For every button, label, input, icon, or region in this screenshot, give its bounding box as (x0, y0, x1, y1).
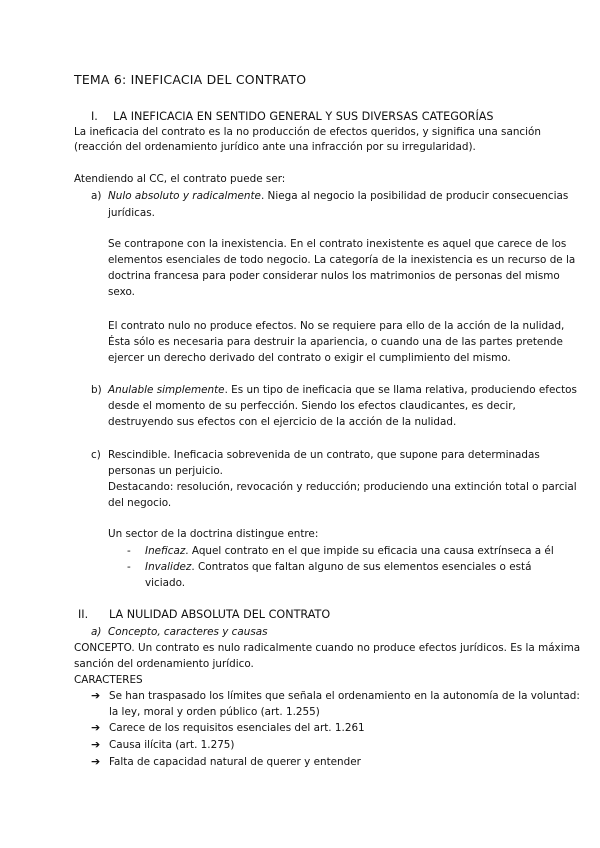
item-c-line-1: Rescindible. Ineficacia sobrevenida de un contrato, que supone para determinadas (108, 449, 540, 461)
item-a-p2-line-3: doctrina francesa para poder considerar nulos los matrimonios de personas del mismo (108, 270, 560, 282)
section-1-heading: LA INEFICACIA EN SENTIDO GENERAL Y SUS DIVERSAS CATEGORÍAS (113, 110, 494, 123)
intro-line-2: (reacción del ordenamiento jurídico ante una infracción por su irregularidad). (74, 141, 476, 153)
item-b-line-2: desde el momento de su perfección. Siendo los efectos claudicantes, es decir, (108, 400, 516, 412)
item-a-marker: a) (91, 190, 102, 202)
arrow-bullet-icon: ➔ (91, 738, 101, 751)
doctrine-item-2-term: Invalidez (145, 561, 192, 573)
page-title: TEMA 6: INEFICACIA DEL CONTRATO (74, 72, 307, 87)
subsection-a-marker: a) (91, 626, 102, 638)
item-a-p3-line-1: El contrato nulo no produce efectos. No se requiere para ello de la acción de la nulidad, (108, 320, 565, 332)
concepto-line-2: sanción del ordenamiento jurídico. (74, 658, 254, 670)
doctrine-item-2-cont: viciado. (145, 577, 186, 589)
item-a-p3-line-2: Ésta sólo es necesaria para destruir la apariencia, o cuando una de las partes pretende (108, 336, 563, 348)
doctrine-item-2 (145, 560, 531, 574)
item-c-marker: c) (91, 449, 101, 461)
intro-line-1: La ineficacia del contrato es la no producción de efectos queridos, y significa una sanción (74, 126, 541, 138)
item-a-p3-line-3: ejercer un derecho derivado del contrato o exigir el cumplimiento del mismo. (108, 352, 511, 364)
arrow-bullet-icon: ➔ (91, 721, 101, 734)
item-a-p2-line-2: elementos esenciales de todo negocio. La categoría de la inexistencia es un recurso de la (108, 254, 576, 266)
item-b-line-3: destruyendo sus efectos con el ejercicio de la acción de la nulidad. (108, 416, 457, 428)
dash-bullet: - (127, 545, 131, 557)
item-a-line-1 (108, 189, 568, 203)
concepto-line-1: CONCEPTO. Un contrato es nulo radicalmente cuando no produce efectos jurídicos. Es la máxima (74, 642, 581, 654)
item-b-marker: b) (91, 384, 102, 396)
caracter-4: Falta de capacidad natural de querer y entender (109, 756, 361, 768)
doctrine-item-1-text: . Aquel contrato en el que impide su eficacia una causa extrínseca a él (185, 545, 554, 557)
atendiendo-line: Atendiendo al CC, el contrato puede ser: (74, 173, 286, 185)
caracter-2: Carece de los requisitos esenciales del art. 1.261 (109, 722, 365, 734)
caracter-1-line-1: Se han traspasado los límites que señala el ordenamiento en la autonomía de la voluntad: (109, 690, 580, 702)
arrow-bullet-icon: ➔ (91, 689, 101, 702)
doctrine-item-2-text: . Contratos que faltan alguno de sus elementos esenciales o está (191, 561, 532, 573)
item-a-text-1: . Niega al negocio la posibilidad de producir consecuencias (260, 190, 569, 202)
subsection-a-heading: Concepto, caracteres y causas (108, 626, 268, 638)
item-a-term: Nulo absoluto y radicalmente (108, 190, 261, 202)
doctrine-item-1 (145, 544, 554, 558)
item-b-line-1 (108, 383, 577, 397)
item-a-p2-line-1: Se contrapone con la inexistencia. En el contrato inexistente es aquel que carece de los (108, 238, 567, 250)
dash-bullet: - (127, 561, 131, 573)
section-2-number: II. (78, 608, 89, 621)
caracteres-label: CARACTERES (74, 674, 143, 686)
item-c-line-3: Destacando: resolución, revocación y reducción; produciendo una extinción total o parcial (108, 481, 577, 493)
item-b-text-1: . Es un tipo de ineficacia que se llama relativa, produciendo efectos (224, 384, 577, 396)
section-1-number: I. (91, 110, 98, 123)
caracter-1-line-2: la ley, moral y orden público (art. 1.255) (109, 706, 320, 718)
caracter-3: Causa ilícita (art. 1.275) (109, 739, 235, 751)
item-c-line-2: personas un perjuicio. (108, 465, 223, 477)
item-a-line-2: jurídicas. (108, 207, 155, 219)
sector-line: Un sector de la doctrina distingue entre: (108, 528, 319, 540)
doctrine-item-1-term: Ineficaz (145, 545, 186, 557)
item-b-term: Anulable simplemente (108, 384, 225, 396)
item-a-p2-line-4: sexo. (108, 286, 135, 298)
arrow-bullet-icon: ➔ (91, 755, 101, 768)
section-2-heading: LA NULIDAD ABSOLUTA DEL CONTRATO (109, 608, 331, 621)
item-c-line-4: del negocio. (108, 497, 172, 509)
